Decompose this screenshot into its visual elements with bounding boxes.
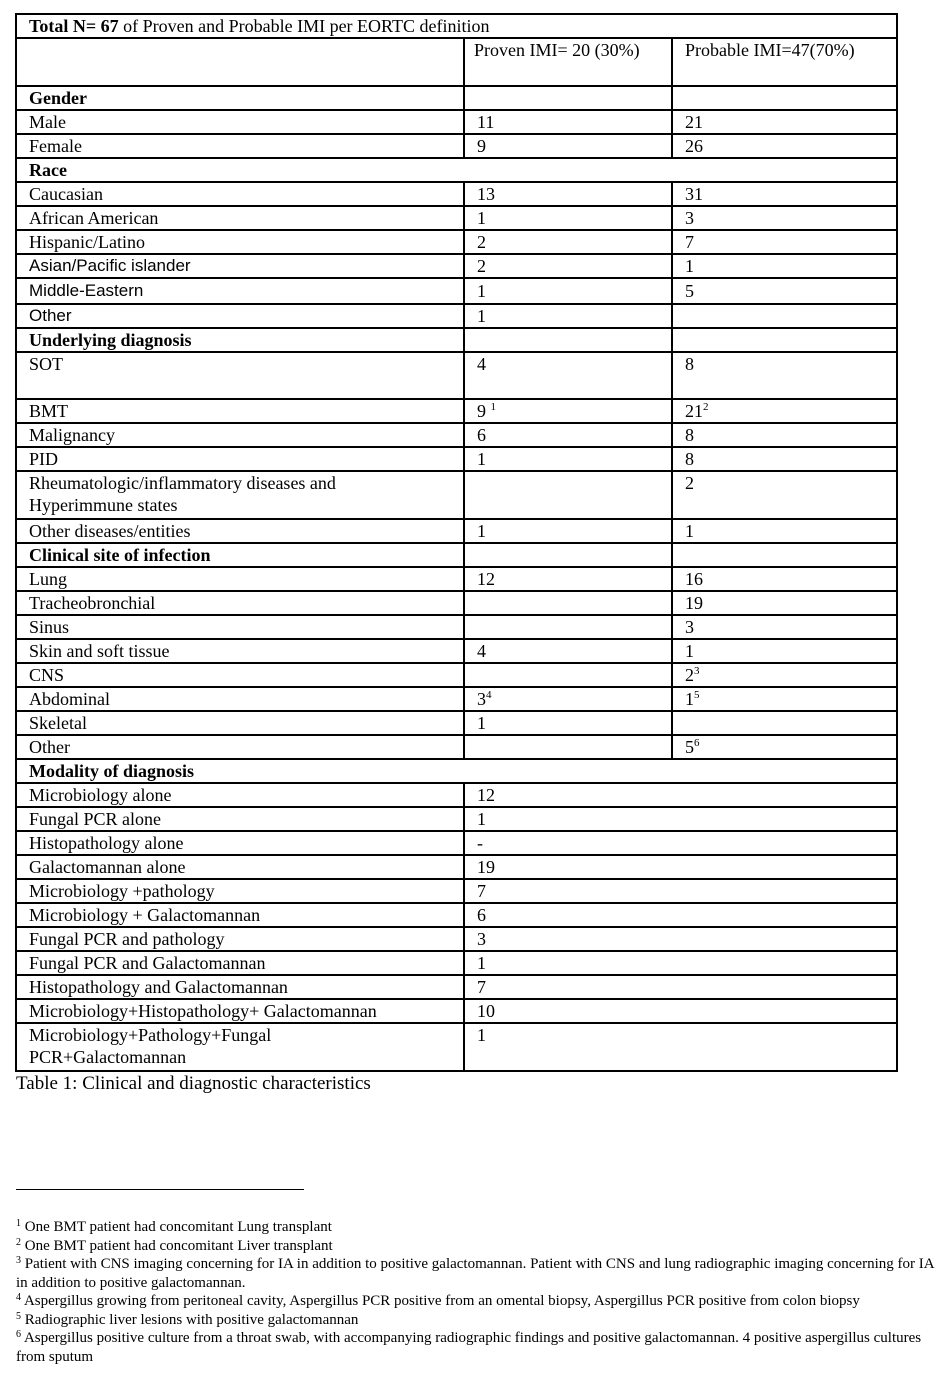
footnote-text: One BMT patient had concomitant Lung transplant [24,1219,332,1235]
proven-value: 2 [464,230,672,254]
modality-value: 19 [464,855,897,879]
probable-value: 5 [672,278,897,304]
probable-value: 16 [672,567,897,591]
table-row [16,230,897,254]
section-gender: Gender [16,86,464,110]
probable-value [672,711,897,735]
table-row [16,831,897,855]
proven-value [464,471,672,519]
title-rest: of Proven and Probable IMI per EORTC definition [118,16,490,36]
footnote-number: 1 [16,1218,21,1229]
modality-value: 7 [464,879,897,903]
row-label: Tracheobronchial [16,591,464,615]
proven-value: 6 [464,423,672,447]
row-label: Female [16,134,464,158]
proven-value [464,735,672,759]
section-race: Race [16,158,897,182]
row-label: Caucasian [16,182,464,206]
proven-value [464,591,672,615]
modality-value: 10 [464,999,897,1023]
row-label: PID [16,447,464,471]
table-row [16,903,897,927]
proven-value: 1 [464,447,672,471]
row-label: Fungal PCR and pathology [16,927,464,951]
footnote-text: Radiographic liver lesions with positive galactomannan [24,1311,359,1328]
row-label: Other [16,735,464,759]
table-row [16,591,897,615]
table-row [16,927,897,951]
row-label: Microbiology +pathology [16,879,464,903]
probable-value [672,304,897,328]
table-row [16,567,897,591]
footnote [16,1311,934,1330]
table-row [16,399,897,423]
probable-value: 2 [672,471,897,519]
title-total: Total N= 67 [29,16,119,36]
row-label: Sinus [16,615,464,639]
table-row [16,855,897,879]
footnote-number: 2 [16,1236,21,1248]
row-label: Galactomannan alone [16,855,464,879]
proven-value: 1 [464,711,672,735]
column-header-row [16,38,897,86]
table-row [16,206,897,230]
section-heading-row [16,759,897,783]
row-label: Microbiology + Galactomannan [16,903,464,927]
table-row [16,807,897,831]
modality-value: 1 [464,807,897,831]
footnote [16,1329,934,1366]
table-row [16,999,897,1023]
modality-value: 12 [464,783,897,807]
footnote-number: 3 [16,1255,21,1266]
footnote-separator [16,1189,304,1190]
row-label: Microbiology alone [16,783,464,807]
probable-value: 1 [672,639,897,663]
footnote-ref: 4 [486,689,492,701]
row-label: Hispanic/Latino [16,230,464,254]
footnote-ref: 3 [694,665,700,677]
footnote [16,1292,934,1311]
footnote-number: 5 [16,1310,21,1322]
proven-value: 1 [464,304,672,328]
probable-value: $2^3$ [672,663,897,687]
row-label: Male [16,110,464,134]
modality-value: 1 [464,1023,897,1071]
table-row [16,471,897,519]
footnote-text: One BMT patient had concomitant Liver transplant [24,1237,333,1254]
table-row [16,352,897,399]
modality-value: - [464,831,897,855]
footnote [16,1218,934,1237]
table-row [16,615,897,639]
probable-value: 7 [672,230,897,254]
table-title-row [16,14,897,38]
row-label: Middle-Eastern [16,278,464,304]
footnote-ref: 1 [490,401,496,413]
footnote-text: Patient with CNS imaging concerning for IA in addition to positive galactomannan. Patient with CNS and lung radiographic imaging concerning for IA in addition to positive galactomannan. [16,1256,934,1291]
section-heading-row [16,328,897,352]
section-heading-row [16,158,897,182]
proven-value [464,615,672,639]
proven-value: 9 $^1$ [464,399,672,423]
table-row [16,110,897,134]
probable-value: 31 [672,182,897,206]
probable-value: 3 [672,615,897,639]
table-row [16,254,897,278]
proven-value: 4 [464,639,672,663]
footnotes [16,1218,934,1366]
table-row [16,519,897,543]
proven-value: 12 [464,567,672,591]
footnote-ref: 2 [703,401,709,413]
table-row [16,134,897,158]
section-modality: Modality of diagnosis [16,759,897,783]
row-label: Other [16,304,464,328]
row-label: SOT [16,352,464,399]
proven-value: 9 [464,134,672,158]
row-label: Abdominal [16,687,464,711]
row-label: Histopathology alone [16,831,464,855]
modality-value: 1 [464,951,897,975]
table-row [16,304,897,328]
footnote-number: 4 [16,1292,21,1303]
table-row [16,783,897,807]
row-label: CNS [16,663,464,687]
row-label: Lung [16,567,464,591]
proven-value: $3^4$ [464,687,672,711]
row-label: Fungal PCR alone [16,807,464,831]
probable-value: 26 [672,134,897,158]
table-row [16,735,897,759]
modality-value: 6 [464,903,897,927]
modality-value: 7 [464,975,897,999]
proven-value: 4 [464,352,672,399]
proven-value: 13 [464,182,672,206]
table-row [16,447,897,471]
characteristics-table [15,13,898,1072]
row-label: Skeletal [16,711,464,735]
row-label: African American [16,206,464,230]
header-proven: Proven IMI= 20 (30%) [464,38,672,86]
proven-value: 1 [464,519,672,543]
table-row [16,663,897,687]
footnote-ref: 6 [694,737,700,749]
probable-value: 1 [672,519,897,543]
table-title [16,14,897,38]
footnote [16,1237,934,1256]
probable-value: 21 [672,110,897,134]
row-label: Skin and soft tissue [16,639,464,663]
footnote-text: Aspergillus positive culture from a throat swab, with accompanying radiographic findings and positive galactomannan. 4 positive aspergillus cultures from sputum [16,1330,922,1365]
probable-value: 1 [672,254,897,278]
probable-value: $5^6$ [672,735,897,759]
table-row [16,687,897,711]
table-row [16,879,897,903]
row-label: Rheumatologic/inflammatory diseases and Hyperimmune states [16,471,464,519]
probable-value: 19 [672,591,897,615]
footnote [16,1255,934,1292]
proven-value: 2 [464,254,672,278]
probable-value: 8 [672,423,897,447]
section-heading-row [16,543,897,567]
table-row [16,639,897,663]
table-row [16,423,897,447]
header-empty [16,38,464,86]
row-label: Asian/Pacific islander [16,254,464,278]
proven-value [464,663,672,687]
table-row [16,951,897,975]
row-label: Histopathology and Galactomannan [16,975,464,999]
table-row [16,975,897,999]
probable-value: $21^2$ [672,399,897,423]
row-label: Other diseases/entities [16,519,464,543]
table-row [16,182,897,206]
header-probable: Probable IMI=47(70%) [672,38,897,86]
table-row [16,711,897,735]
row-label: Microbiology+Pathology+Fungal PCR+Galactomannan [16,1023,464,1071]
row-label: Microbiology+Histopathology+ Galactomannan [16,999,464,1023]
row-label: Malignancy [16,423,464,447]
probable-value: 8 [672,447,897,471]
probable-value: 3 [672,206,897,230]
proven-value: 1 [464,206,672,230]
probable-value: $1^5$ [672,687,897,711]
footnote-ref: 5 [694,689,700,701]
proven-value: 11 [464,110,672,134]
section-heading-row [16,86,897,110]
table-row [16,278,897,304]
modality-value: 3 [464,927,897,951]
section-underlying: Underlying diagnosis [16,328,464,352]
section-site: Clinical site of infection [16,543,464,567]
footnote-number: 6 [16,1329,21,1340]
footnote-text: Aspergillus growing from peritoneal cavity, Aspergillus PCR positive from an omental biopsy, Aspergillus PCR positive from colon biopsy [23,1293,860,1309]
probable-value: 8 [672,352,897,399]
row-label: Fungal PCR and Galactomannan [16,951,464,975]
row-label: BMT [16,399,464,423]
table-row [16,1023,897,1071]
proven-value: 1 [464,278,672,304]
table-caption: Table 1: Clinical and diagnostic characteristics [16,1073,371,1094]
